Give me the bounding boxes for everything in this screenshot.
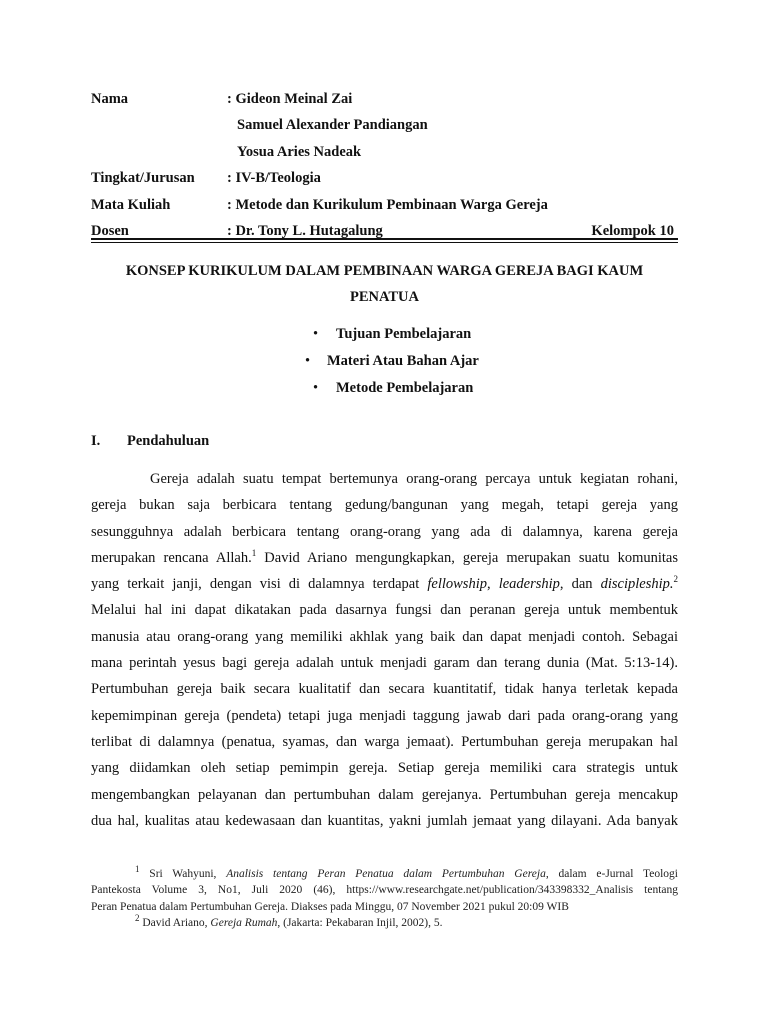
body-line: kepemimpinan gereja (pendeta) tetapi juga menjadi taggung jawab dari pada orang-orang yang bbox=[91, 707, 678, 724]
body-text-span: merupakan rencana Allah. bbox=[91, 549, 252, 566]
footnote-text: , (Jakarta: Pekabaran Injil, 2002), 5. bbox=[277, 916, 443, 929]
list-item bbox=[0, 375, 768, 402]
header-row-nama-2 bbox=[91, 114, 678, 136]
footnote-number: 1 bbox=[135, 864, 140, 875]
tingkat-value: : IV-B/Teologia bbox=[227, 170, 321, 186]
footnote-1-line-1 bbox=[91, 866, 678, 882]
body-line: gereja bukan saja berbicara tentang gedung/bangunan yang megah, tetapi gereja yang bbox=[91, 497, 678, 514]
body-line: manusia atau orang-orang yang memiliki akhlak yang baik dan dapat menjadi contoh. Sebagai bbox=[91, 628, 678, 645]
list-item-label: Metode Pembelajaran bbox=[336, 380, 474, 396]
bullet-icon: • bbox=[313, 380, 319, 396]
header-row-tingkat bbox=[91, 167, 678, 189]
italic-term: leadership bbox=[498, 576, 560, 593]
nama-value: : Gideon Meinal Zai bbox=[227, 91, 353, 107]
footnote-2 bbox=[91, 915, 678, 931]
body-line: sesungguhnya adalah berbicara tentang orang-orang yang ada di dalamnya, karena gereja bbox=[91, 523, 678, 540]
footnote-ref[interactable]: 2 bbox=[673, 574, 679, 585]
body-paragraph bbox=[91, 466, 678, 834]
tingkat-label: Tingkat/Jurusan bbox=[91, 170, 195, 186]
footnote-italic: Analisis tentang Peran Penatua dalam Pertumbuhan Gereja bbox=[226, 868, 546, 880]
body-line: yang diidamkan oleh setiap pemimpin gereja. Setiap gereja memiliki cara strategis untuk bbox=[91, 760, 678, 777]
bullet-icon: • bbox=[313, 326, 319, 342]
dosen-label: Dosen bbox=[91, 223, 129, 239]
nama-value-3: Yosua Aries Nadeak bbox=[237, 144, 362, 160]
title-line-1: KONSEP KURIKULUM DALAM PEMBINAAN WARGA GEREJA BAGI KAUM bbox=[125, 263, 644, 279]
body-line: Gereja adalah suatu tempat bertemunya orang-orang percaya untuk kegiatan rohani, bbox=[150, 471, 678, 487]
list-item-label: Tujuan Pembelajaran bbox=[336, 326, 472, 342]
footnote-text: , dalam e-Jurnal Teologi bbox=[545, 868, 678, 880]
body-line: Pertumbuhan gereja baik secara kualitatif dan secara kuantitatif, tidak hanya terletak kepada bbox=[91, 681, 678, 698]
list-item bbox=[0, 321, 768, 348]
footnote-italic: Gereja Rumah bbox=[210, 916, 278, 929]
body-line: terlibat di dalamnya (penatua, syamas, dan warga jemaat). Pertumbuhan gereja merupakan hal bbox=[91, 733, 678, 750]
footnote-1-line-2[interactable]: Pantekosta Volume 3, No1, Juli 2020 (46), https://www.researchgate.net/publication/343398332_Analisis tentang bbox=[91, 884, 678, 897]
footnote-number: 2 bbox=[135, 913, 140, 924]
body-line: Melalui hal ini dapat dikatakan pada dasarnya fungsi dan peranan gereja untuk membentuk bbox=[91, 602, 678, 619]
document-title bbox=[91, 258, 678, 310]
topic-list bbox=[0, 321, 768, 402]
body-line: mengembangkan pelayanan dan pertumbuhan dalam gerejanya. Pertumbuhan gereja mencakup bbox=[91, 786, 678, 803]
body-line bbox=[91, 571, 678, 597]
italic-term: discipleship. bbox=[600, 576, 674, 593]
header-row-matkul bbox=[91, 194, 678, 216]
title-line-2: PENATUA bbox=[349, 289, 419, 305]
section-title: Pendahuluan bbox=[127, 433, 210, 449]
list-item-label: Materi Atau Bahan Ajar bbox=[327, 353, 479, 369]
header-divider-thin bbox=[91, 242, 678, 243]
list-item bbox=[0, 348, 768, 375]
body-line: mana perintah yesus bagi gereja adalah untuk menjadi garam dan terang dunia (Mat. 5:13-14). bbox=[91, 655, 678, 672]
nama-label: Nama bbox=[91, 91, 129, 107]
matkul-label: Mata Kuliah bbox=[91, 197, 171, 213]
body-line bbox=[91, 545, 678, 571]
footnote-text: Sri Wahyuni, bbox=[139, 868, 227, 880]
body-text-span: yang terkait janji, dengan visi di dalamnya terdapat bbox=[91, 576, 428, 593]
section-number: I. bbox=[91, 433, 101, 449]
italic-term: fellowship bbox=[427, 576, 487, 593]
body-line: dua hal, kualitas atau kedewasaan dan kuantitas, yakni jumlah jemaat yang dilayani. Ada banyak bbox=[91, 812, 678, 829]
footnote-text: David Ariano, bbox=[139, 916, 211, 929]
header-divider bbox=[91, 238, 678, 240]
footnote-1-line-3: Peran Penatua dalam Pertumbuhan Gereja. Diakses pada Minggu, 07 November 2021 pukul 20:09 WIB bbox=[91, 900, 569, 913]
footnote-ref[interactable]: 1 bbox=[251, 548, 257, 559]
nama-value-2: Samuel Alexander Pandiangan bbox=[237, 117, 428, 133]
kelompok-label: Kelompok 10 bbox=[591, 223, 674, 239]
bullet-icon: • bbox=[305, 353, 311, 369]
body-text-span: David Ariano mengungkapkan, gereja merupakan suatu komunitas bbox=[256, 549, 678, 566]
matkul-value: : Metode dan Kurikulum Pembinaan Warga Gereja bbox=[227, 197, 548, 213]
body-text-span: , bbox=[486, 576, 499, 593]
header-row-nama-3 bbox=[91, 141, 678, 163]
header-row-nama bbox=[91, 88, 678, 110]
body-text-span: , dan bbox=[559, 576, 601, 593]
dosen-value: : Dr. Tony L. Hutagalung bbox=[227, 223, 383, 239]
footnotes bbox=[91, 866, 678, 931]
